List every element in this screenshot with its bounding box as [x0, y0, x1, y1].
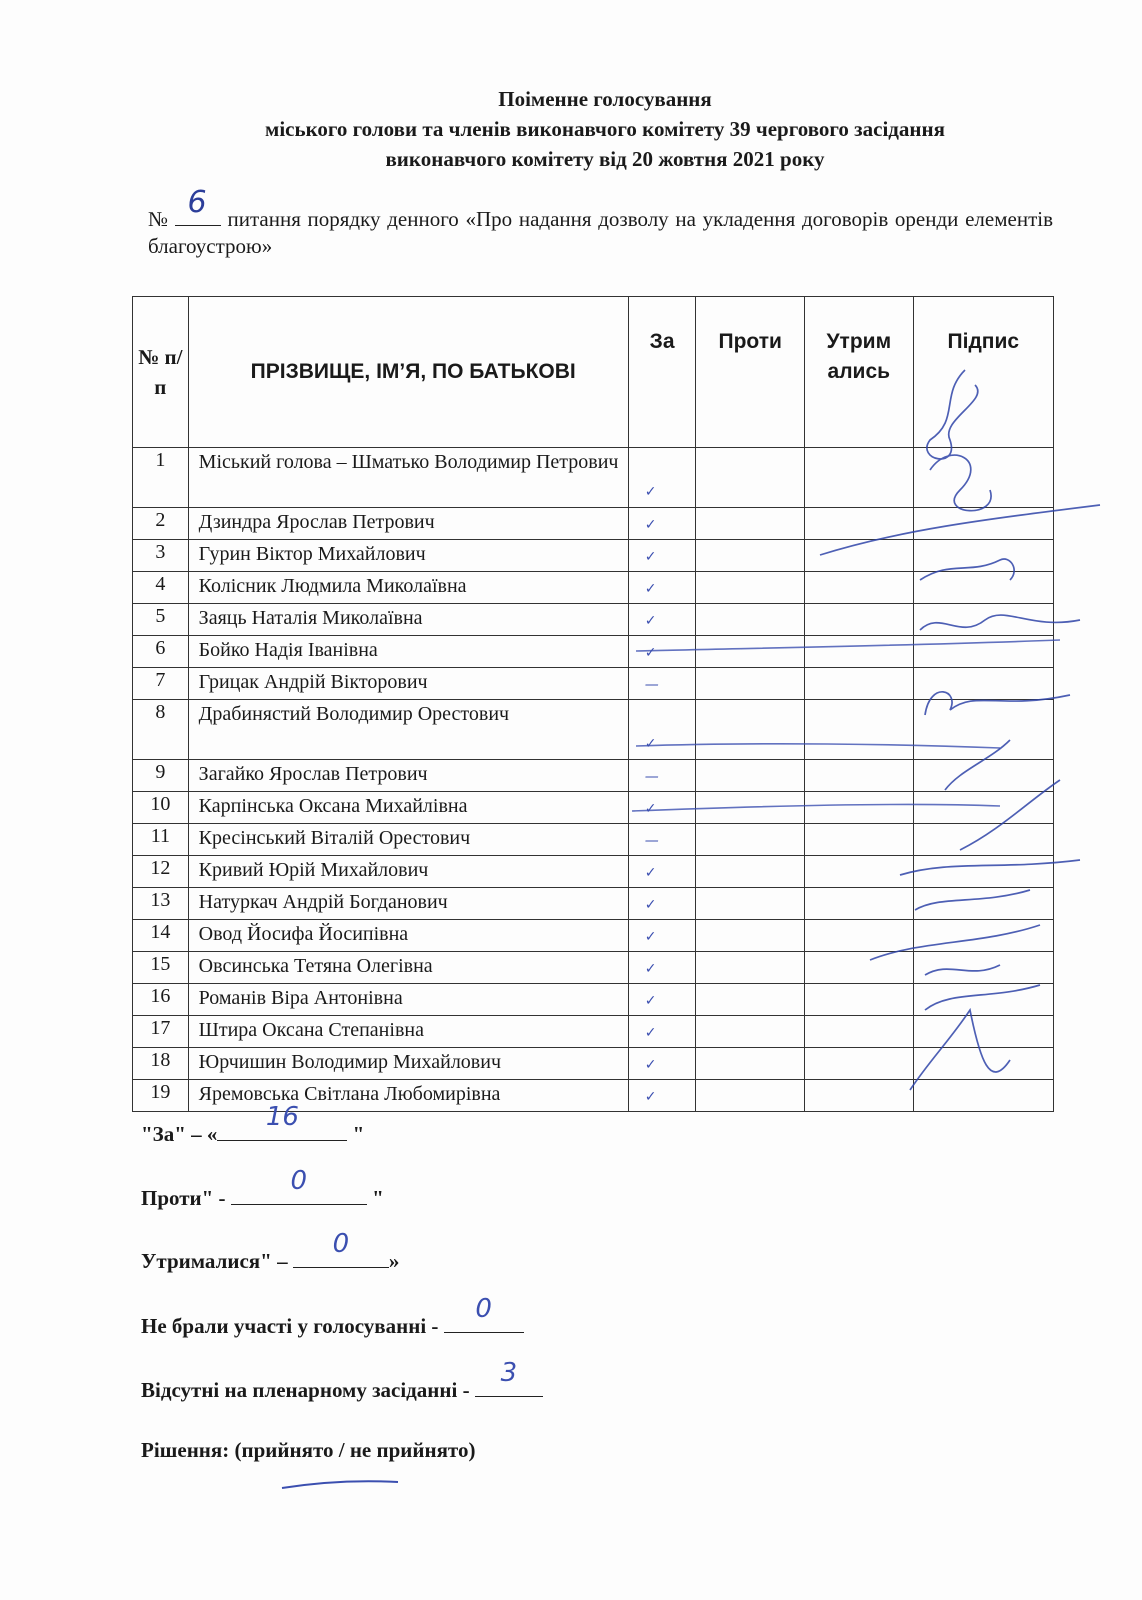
vote-utrym-cell	[805, 572, 914, 604]
result-ne-braly-label: Не брали участі у голосуванні -	[141, 1314, 444, 1338]
vote-proty-cell	[696, 1080, 805, 1112]
member-name: Дзиндра Ярослав Петрович	[188, 508, 628, 540]
row-number: 7	[133, 668, 189, 700]
vote-proty-cell	[696, 760, 805, 792]
table-row	[133, 984, 1054, 1016]
member-name: Яремовська Світлана Любомирівна	[188, 1080, 628, 1112]
table-row	[133, 700, 1054, 760]
result-utrym-label: Утрималися" –	[141, 1249, 293, 1273]
signature-cell	[913, 888, 1053, 920]
header-utrym: Утрим ались	[805, 297, 914, 448]
vote-utrym-cell	[805, 540, 914, 572]
vote-za-cell	[628, 920, 696, 952]
member-name: Овсинська Тетяна Олегівна	[188, 952, 628, 984]
row-number: 10	[133, 792, 189, 824]
vote-za-cell	[628, 952, 696, 984]
vote-mark: —	[644, 677, 659, 693]
signature-cell	[913, 952, 1053, 984]
vote-za-cell	[628, 572, 696, 604]
vote-za-cell	[628, 700, 696, 760]
vote-mark: ✓	[644, 549, 657, 565]
signature-cell	[913, 604, 1053, 636]
result-za-label: "За" – «	[141, 1122, 218, 1146]
vote-utrym-cell	[805, 760, 914, 792]
row-number: 14	[133, 920, 189, 952]
question-number-field	[175, 185, 221, 226]
row-number: 15	[133, 952, 189, 984]
row-number: 6	[133, 636, 189, 668]
vote-proty-cell	[696, 1016, 805, 1048]
vote-za-cell	[628, 1016, 696, 1048]
vote-za-cell	[628, 448, 696, 508]
vote-proty-cell	[696, 604, 805, 636]
vote-za-cell	[628, 760, 696, 792]
row-number: 3	[133, 540, 189, 572]
table-row	[133, 1016, 1054, 1048]
row-number: 1	[133, 448, 189, 508]
vote-mark: ✓	[644, 645, 657, 661]
row-number: 11	[133, 824, 189, 856]
vote-za-cell	[628, 824, 696, 856]
vote-utrym-cell	[805, 636, 914, 668]
vote-utrym-cell	[805, 1016, 914, 1048]
vote-mark: —	[644, 769, 659, 785]
title-line-2: міського голови та членів виконавчого комітету 39 чергового засідання	[265, 117, 945, 141]
table-row	[133, 636, 1054, 668]
vote-proty-cell	[696, 792, 805, 824]
vote-za-cell	[628, 888, 696, 920]
table-row	[133, 760, 1054, 792]
table-row	[133, 448, 1054, 508]
table-row	[133, 888, 1054, 920]
signature-cell	[913, 856, 1053, 888]
vote-za-cell	[628, 856, 696, 888]
header-proty: Проти	[696, 297, 805, 448]
result-za-value: 16	[265, 1102, 299, 1132]
result-ne-braly	[141, 1294, 524, 1339]
vote-mark: ✓	[644, 1025, 657, 1041]
member-name: Грицак Андрій Вікторович	[188, 668, 628, 700]
vote-utrym-cell	[805, 448, 914, 508]
row-number: 2	[133, 508, 189, 540]
row-number: 9	[133, 760, 189, 792]
row-number: 8	[133, 700, 189, 760]
vote-utrym-cell	[805, 668, 914, 700]
decision	[141, 1438, 475, 1463]
row-number: 12	[133, 856, 189, 888]
vote-proty-cell	[696, 1048, 805, 1080]
agenda-question	[148, 185, 1053, 260]
vote-proty-cell	[696, 888, 805, 920]
vote-proty-cell	[696, 952, 805, 984]
result-vidsutni-label: Відсутні на пленарному засіданні -	[141, 1378, 475, 1402]
signature-cell	[913, 448, 1053, 508]
result-proty-close: "	[366, 1186, 384, 1210]
vote-za-cell	[628, 604, 696, 636]
signature-cell	[913, 1080, 1053, 1112]
vote-za-cell	[628, 984, 696, 1016]
signature-cell	[913, 508, 1053, 540]
vote-proty-cell	[696, 984, 805, 1016]
result-proty-label: Проти" -	[141, 1186, 231, 1210]
signature-cell	[913, 700, 1053, 760]
member-name: Драбинястий Володимир Орестович	[188, 700, 628, 760]
result-za	[141, 1102, 365, 1147]
member-name: Овод Йосифа Йосипівна	[188, 920, 628, 952]
result-proty	[141, 1166, 384, 1211]
vote-utrym-cell	[805, 792, 914, 824]
signature-cell	[913, 1016, 1053, 1048]
vote-utrym-cell	[805, 700, 914, 760]
table-row	[133, 604, 1054, 636]
vote-proty-cell	[696, 572, 805, 604]
vote-proty-cell	[696, 856, 805, 888]
row-number: 13	[133, 888, 189, 920]
row-number: 16	[133, 984, 189, 1016]
vote-mark: ✓	[644, 736, 657, 752]
vote-proty-cell	[696, 920, 805, 952]
signature-cell	[913, 1048, 1053, 1080]
vote-proty-cell	[696, 824, 805, 856]
header-name: ПРІЗВИЩЕ, ІМ’Я, ПО БАТЬКОВІ	[188, 297, 628, 448]
vote-mark: ✓	[644, 1057, 657, 1073]
result-vidsutni	[141, 1358, 543, 1403]
vote-za-cell	[628, 1048, 696, 1080]
vote-utrym-cell	[805, 508, 914, 540]
result-za-close: "	[347, 1122, 365, 1146]
title-line-3: виконавчого комітету від 20 жовтня 2021 року	[385, 147, 825, 171]
result-vidsutni-field	[475, 1358, 543, 1397]
vote-mark: —	[644, 833, 659, 849]
table-row	[133, 920, 1054, 952]
table-row	[133, 792, 1054, 824]
vote-za-cell	[628, 508, 696, 540]
row-number: 5	[133, 604, 189, 636]
vote-proty-cell	[696, 540, 805, 572]
vote-mark: ✓	[644, 929, 657, 945]
vote-proty-cell	[696, 668, 805, 700]
title-line-1: Поіменне голосування	[498, 87, 712, 111]
vote-utrym-cell	[805, 920, 914, 952]
vote-proty-cell	[696, 700, 805, 760]
member-name: Заяць Наталія Миколаївна	[188, 604, 628, 636]
decision-label: Рішення: (прийнято / не прийнято)	[141, 1438, 476, 1462]
result-utrym-close: »	[388, 1249, 400, 1273]
member-name: Юрчишин Володимир Михайлович	[188, 1048, 628, 1080]
member-name: Загайко Ярослав Петрович	[188, 760, 628, 792]
result-proty-value: 0	[290, 1166, 308, 1196]
header-za: За	[628, 297, 696, 448]
member-name: Карпінська Оксана Михайлівна	[188, 792, 628, 824]
question-text: питання порядку денного «Про надання дозволу на укладення договорів оренди елементів благоустрою»	[148, 207, 1053, 258]
voting-table	[132, 296, 1054, 1112]
result-proty-field	[231, 1166, 367, 1205]
vote-mark: ✓	[644, 897, 657, 913]
vote-za-cell	[628, 540, 696, 572]
table-row	[133, 824, 1054, 856]
vote-proty-cell	[696, 508, 805, 540]
table-row	[133, 668, 1054, 700]
vote-utrym-cell	[805, 604, 914, 636]
member-name: Міський голова – Шматько Володимир Петрович	[188, 448, 628, 508]
header-num: № п/п	[133, 297, 189, 448]
vote-utrym-cell	[805, 824, 914, 856]
vote-za-cell	[628, 1080, 696, 1112]
vote-proty-cell	[696, 448, 805, 508]
header-sign: Підпис	[913, 297, 1053, 448]
table-row	[133, 540, 1054, 572]
vote-utrym-cell	[805, 952, 914, 984]
signature-cell	[913, 636, 1053, 668]
signature-cell	[913, 668, 1053, 700]
table-row	[133, 1048, 1054, 1080]
signature-cell	[913, 920, 1053, 952]
vote-utrym-cell	[805, 856, 914, 888]
row-number: 18	[133, 1048, 189, 1080]
signature-cell	[913, 760, 1053, 792]
signature-cell	[913, 984, 1053, 1016]
signature-cell	[913, 824, 1053, 856]
member-name: Натуркач Андрій Богданович	[188, 888, 628, 920]
table-header-row	[133, 297, 1054, 448]
signature-cell	[913, 792, 1053, 824]
question-prefix: №	[148, 207, 170, 231]
vote-mark: ✓	[644, 1089, 657, 1105]
signature-cell	[913, 572, 1053, 604]
result-utrym-field	[293, 1229, 389, 1268]
member-name: Колісник Людмила Миколаївна	[188, 572, 628, 604]
vote-utrym-cell	[805, 1048, 914, 1080]
vote-za-cell	[628, 668, 696, 700]
member-name: Романів Віра Антонівна	[188, 984, 628, 1016]
member-name: Кресінський Віталій Орестович	[188, 824, 628, 856]
result-utrym-value: 0	[332, 1229, 350, 1259]
result-vidsutni-value: 3	[500, 1358, 518, 1388]
vote-za-cell	[628, 792, 696, 824]
result-ne-braly-field	[444, 1294, 524, 1333]
vote-mark: ✓	[644, 865, 657, 881]
member-name: Гурин Віктор Михайлович	[188, 540, 628, 572]
question-number: 6	[187, 185, 207, 220]
vote-mark: ✓	[644, 961, 657, 977]
vote-za-cell	[628, 636, 696, 668]
vote-proty-cell	[696, 636, 805, 668]
vote-mark: ✓	[644, 801, 657, 817]
result-ne-braly-value: 0	[475, 1294, 492, 1324]
result-utrym	[141, 1229, 400, 1274]
vote-utrym-cell	[805, 984, 914, 1016]
document-title	[130, 84, 1080, 174]
row-number: 19	[133, 1080, 189, 1112]
table-row	[133, 572, 1054, 604]
vote-mark: ✓	[644, 581, 657, 597]
decision-underline	[282, 1481, 398, 1488]
table-row	[133, 856, 1054, 888]
member-name: Бойко Надія Іванівна	[188, 636, 628, 668]
vote-utrym-cell	[805, 1080, 914, 1112]
table-row	[133, 952, 1054, 984]
result-za-field	[217, 1102, 347, 1141]
vote-mark: ✓	[644, 517, 657, 533]
signature-cell	[913, 540, 1053, 572]
member-name: Штира Оксана Степанівна	[188, 1016, 628, 1048]
row-number: 17	[133, 1016, 189, 1048]
vote-mark: ✓	[644, 484, 657, 500]
row-number: 4	[133, 572, 189, 604]
vote-utrym-cell	[805, 888, 914, 920]
vote-mark: ✓	[644, 993, 657, 1009]
table-row	[133, 508, 1054, 540]
member-name: Кривий Юрій Михайлович	[188, 856, 628, 888]
vote-mark: ✓	[644, 613, 657, 629]
